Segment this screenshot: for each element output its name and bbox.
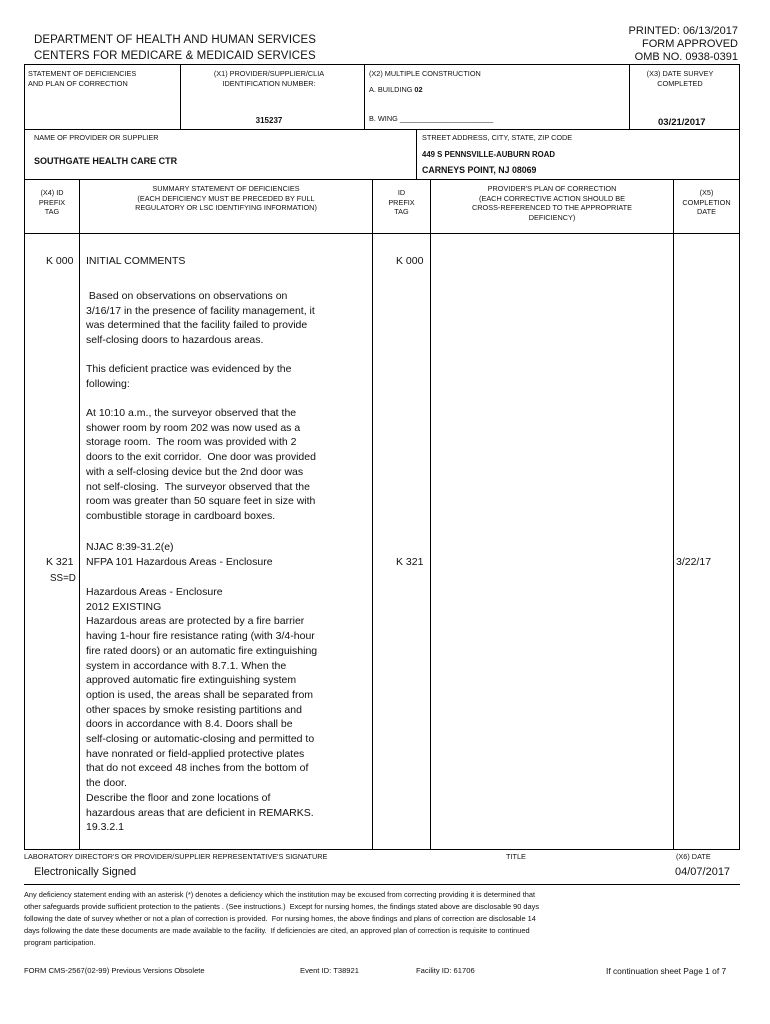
statement-label: STATEMENT OF DEFICIENCIES AND PLAN OF CORRECTION [28, 69, 137, 88]
disclaimer: Any deficiency statement ending with an asterisk (*) denotes a deficiency which the institution may be excused from correcting providing it is determined that other safeguards provide sufficient protection to the patients . (See instructions.) Except for nursing homes, the findings stated above are disclosable 90 days following the date of survey whether or not a plan of correction is provided. For nursing homes, the above findings and plans of correction are disclosable 14 days following the date these documents are made available to the facility. If deficiencies are cited, an approved plan of correction is requisite to continued program participation. [24, 890, 540, 947]
provider-label: NAME OF PROVIDER OR SUPPLIER [34, 133, 159, 142]
rule [364, 64, 365, 130]
signature-value: Electronically Signed [34, 866, 137, 878]
form-status-block [629, 25, 738, 64]
rule [24, 64, 25, 234]
k321-title: NFPA 101 Hazardous Areas - Enclosure [86, 556, 273, 568]
rule [372, 179, 373, 849]
tag-k321: K 321 [46, 556, 74, 568]
wing-row [369, 114, 493, 124]
dept-line-2: CENTERS FOR MEDICARE & MEDICAID SERVICES [34, 50, 316, 62]
scope-severity: SS=D [50, 573, 76, 584]
rule [180, 64, 181, 130]
plan-header: PROVIDER'S PLAN OF CORRECTION (EACH CORRECTIVE ACTION SHOULD BE CROSS-REFERENCED TO THE APPROPRIATE DEFICIENCY) [471, 184, 633, 222]
rule [629, 64, 630, 130]
provider-name: SOUTHGATE HEALTH CARE CTR [34, 156, 178, 166]
rule [24, 64, 740, 65]
id-k321: K 321 [396, 556, 424, 568]
rule [430, 179, 431, 849]
rule [739, 233, 740, 849]
x1-label: (X1) PROVIDER/SUPPLIER/CLIA IDENTIFICATION NUMBER: [213, 69, 325, 88]
wing-label: B. WING [369, 114, 398, 123]
rule [739, 64, 740, 234]
address-line-1: 449 S PENNSVILLE-AUBURN ROAD [422, 150, 556, 159]
printed-date: PRINTED: 06/13/2017 [628, 25, 738, 37]
title-label: TITLE [506, 852, 526, 861]
address-line-2: CARNEYS POINT, NJ 08069 [422, 165, 537, 175]
signed-date: 04/07/2017 [675, 866, 731, 878]
summary-header: SUMMARY STATEMENT OF DEFICIENCIES (EACH DEFICIENCY MUST BE PRECEDED BY FULL REGULATORY OR LSC IDENTIFYING INFORMATION) [135, 184, 317, 212]
address-label: STREET ADDRESS, CITY, STATE, ZIP CODE [422, 133, 573, 142]
x5-header: (X5) COMPLETION DATE [682, 188, 731, 216]
facility-id: Facility ID: 61706 [416, 966, 475, 975]
completion-date: 3/22/17 [676, 556, 712, 568]
requirement-text: Hazardous Areas - Enclosure 2012 EXISTING Hazardous areas are protected by a fire barrier having 1-hour fire resistance rating (with 3/4-hour fire rated doors) or an automatic fire extinguishing system in accordance with 8.7.1. When the approved automatic fire extinguishing system option is used, the areas shall be separated from other spaces by smoke resisting partitions and doors in accordance with 8.4. Doors shall be self-closing or automatic-closing and permitted to have nonrated or field-applied protective plates that do not exceed 48 inches from the bottom of the door. Describe the floor and zone locations of hazardous areas that are deficient in REMARKS. 19.3.2.1 [86, 586, 318, 834]
initial-comments-title: INITIAL COMMENTS [86, 255, 186, 267]
building-row [369, 85, 423, 95]
rule [24, 884, 740, 885]
omb-number: OMB NO. 0938-0391 [634, 51, 738, 63]
provider-number: 315237 [255, 116, 283, 125]
x3-label: (X3) DATE SURVEY COMPLETED [646, 69, 714, 88]
rule [24, 179, 740, 180]
rule [673, 179, 674, 849]
finding-paragraph: Based on observations on observations on 3/16/17 in the presence of facility management, it was determined that the facility failed to provide self-closing doors to hazardous areas. [86, 290, 315, 347]
rule [416, 129, 417, 179]
event-id: Event ID: T38921 [300, 966, 359, 975]
rule [24, 233, 25, 849]
wing-blank: _______________________ [399, 114, 494, 123]
rule [24, 849, 740, 850]
regulation-citation: NJAC 8:39-31.2(e) [86, 541, 174, 553]
finding-paragraph: This deficient practice was evidenced by the following: [86, 363, 292, 390]
x4-header: (X4) ID PREFIX TAG [38, 188, 66, 216]
tag-k000: K 000 [46, 255, 74, 267]
id-k000: K 000 [396, 255, 424, 267]
form-number: FORM CMS-2567(02-99) Previous Versions Obsolete [24, 966, 205, 975]
survey-date: 03/21/2017 [658, 117, 706, 128]
date-label: (X6) DATE [676, 852, 711, 861]
dept-line-1: DEPARTMENT OF HEALTH AND HUMAN SERVICES [34, 34, 317, 46]
form-approved: FORM APPROVED [642, 38, 738, 50]
page-indicator: If continuation sheet Page 1 of 7 [606, 966, 727, 976]
department-header [34, 32, 316, 64]
rule [79, 179, 80, 849]
x2-label: (X2) MULTIPLE CONSTRUCTION [369, 69, 481, 78]
signature-label: LABORATORY DIRECTOR'S OR PROVIDER/SUPPLIER REPRESENTATIVE'S SIGNATURE [24, 852, 328, 861]
finding-paragraph: At 10:10 a.m., the surveyor observed that the shower room by room 202 was now used as a storage room. The room was provided with 2 doors to the exit corridor. One door was provided with a self-closing device but the 2nd door was not self-closing. The surveyor observed that the room was greater than 50 square feet in size with combustible storage in cardboard boxes. [86, 407, 316, 522]
id-header: ID PREFIX TAG [388, 188, 415, 216]
building-value: 02 [414, 85, 423, 94]
rule [24, 129, 740, 130]
building-label: A. BUILDING [369, 85, 413, 94]
rule [24, 233, 740, 234]
